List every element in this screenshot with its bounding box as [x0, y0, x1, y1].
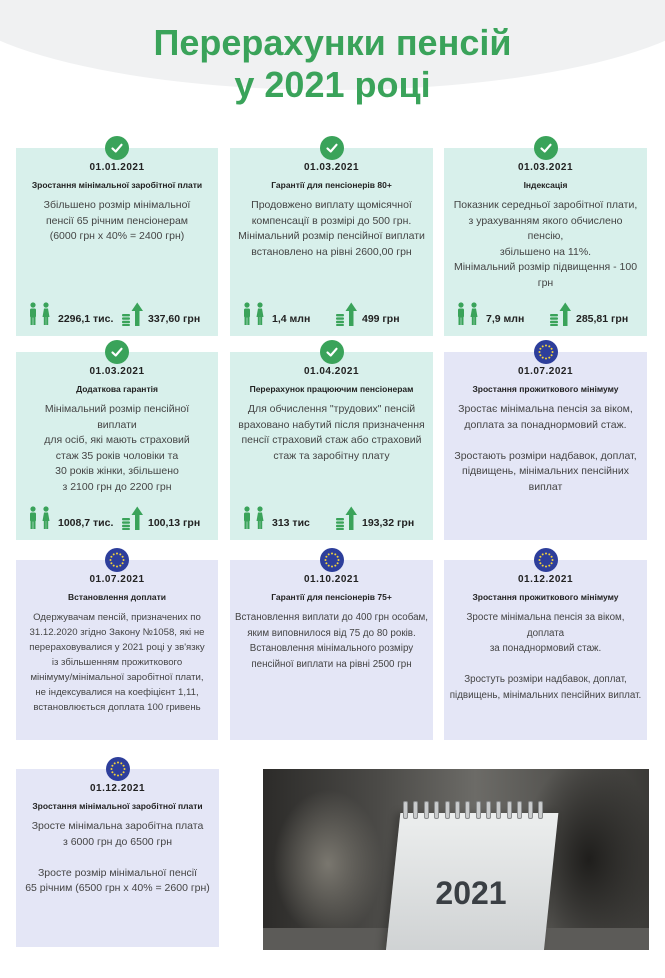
- check-icon: [105, 340, 129, 364]
- card-subsistence-minimum-dec: [444, 560, 647, 740]
- check-icon: [320, 136, 344, 160]
- card-minimum-wage-jan: [16, 148, 218, 336]
- recipients-count: 313 тис: [272, 517, 310, 529]
- check-icon: [105, 136, 129, 160]
- people-icon: [240, 302, 268, 326]
- calendar-photo: [263, 769, 649, 950]
- coins-arrow-icon: [336, 302, 358, 326]
- card-heading: Додаткова гарантія: [76, 384, 158, 394]
- card-date: 01.12.2021: [89, 783, 146, 794]
- card-date: 01.04.2021: [303, 366, 360, 377]
- card-body: Одержувачам пенсій, призначених по 31.12.2020 згідно Закону №1058, які не перераховувалися у 2021 році у зв'язку із збільшенням прожиткового мінімуму/мінімальної заробітної плати, не індексувалися на коефіцієнт 1,11, встановлюється доплата 100 гривень: [29, 612, 205, 713]
- people-icon: [26, 506, 54, 530]
- recipients-stat: [26, 302, 113, 326]
- card-body: Встановлення виплати до 400 грн особам, яким виповнилося від 75 до 80 років. Встановлення мінімального розміру пенсійної виплати на рівні 2500 грн: [234, 612, 429, 670]
- card-date: 01.07.2021: [89, 574, 145, 585]
- coins-arrow-icon: [122, 506, 144, 530]
- increase-stat: [550, 302, 628, 326]
- recipients-count: 1,4 млн: [272, 313, 311, 325]
- card-body: Зросте мінімальна заробітна плата з 6000 грн до 6500 грн Зросте розмір мінімальної пенсії 65 річним (6500 грн х 40% = 2600 грн): [25, 820, 210, 894]
- eu-flag-icon: [320, 548, 344, 572]
- eu-flag-icon: [106, 757, 130, 781]
- increase-stat: [122, 302, 200, 326]
- card-guarantees-80: [230, 148, 433, 336]
- card-body: Збільшено розмір мінімальної пенсії 65 річним пенсіонерам (6000 грн х 40% = 2400 грн): [43, 199, 191, 242]
- card-body: Показник середньої заробітної плати, з урахуванням якого обчислено пенсію, збільшено на 11%. Мінімальний розмір підвищення - 100 грн: [453, 199, 638, 289]
- card-heading: Індексація: [523, 180, 568, 190]
- recipients-count: 2296,1 тис.: [58, 313, 114, 325]
- page-title: [0, 22, 665, 106]
- card-guarantees-75: [230, 560, 433, 740]
- eu-flag-icon: [105, 548, 129, 572]
- card-date: 01.03.2021: [303, 162, 360, 173]
- card-date: 01.03.2021: [89, 366, 145, 377]
- increase-stat: [336, 302, 400, 326]
- card-stats: [454, 300, 637, 326]
- people-icon: [26, 302, 54, 326]
- card-date: 01.10.2021: [303, 574, 360, 585]
- coins-arrow-icon: [122, 302, 144, 326]
- card-date: 01.12.2021: [517, 574, 574, 585]
- card-stats: [26, 504, 208, 530]
- recipients-stat: [26, 506, 113, 530]
- calendar-year: 2021: [435, 875, 507, 911]
- card-stats: [240, 504, 423, 530]
- recipients-stat: [240, 302, 310, 326]
- card-subsistence-minimum-jul: [444, 352, 647, 540]
- card-heading: Зростання прожиткового мінімуму: [472, 592, 619, 602]
- card-heading: Перерахунок працюючим пенсіонерам: [249, 384, 414, 394]
- title-line-1: Перерахунки пенсій: [153, 22, 512, 63]
- card-heading: Зростання мінімальної заробітної плати: [31, 180, 203, 190]
- people-icon: [240, 506, 268, 530]
- card-working-pensioners: [230, 352, 433, 540]
- recipients-count: 1008,7 тис.: [58, 517, 114, 529]
- check-icon: [534, 136, 558, 160]
- recipients-count: 7,9 млн: [486, 313, 525, 325]
- card-additional-guarantee: [16, 352, 218, 540]
- card-stats: [240, 300, 423, 326]
- card-date: 01.03.2021: [517, 162, 574, 173]
- card-body: Зростає мінімальна пенсія за віком, доплата за понаднормовий стаж. Зростають розміри надбавок, доплат, підвищень, мінімальних пенсійних виплат: [454, 403, 637, 493]
- recipients-stat: [240, 506, 310, 530]
- increase-amount: 193,32 грн: [362, 517, 415, 529]
- increase-stat: [122, 506, 200, 530]
- increase-stat: [336, 506, 414, 530]
- card-heading: Зростання мінімальної заробітної плати: [32, 801, 203, 811]
- card-body: Для обчислення "трудових" пенсій враховано набутий після призначення пенсії страховий стаж або страховий стаж та заробітну плату: [238, 403, 425, 462]
- card-supplement-payment: [16, 560, 218, 740]
- card-stats: [26, 300, 208, 326]
- coins-arrow-icon: [550, 302, 572, 326]
- card-heading: Гарантії для пенсіонерів 80+: [271, 180, 392, 190]
- eu-flag-icon: [534, 548, 558, 572]
- card-indexation: [444, 148, 647, 336]
- calendar-rings: [403, 801, 543, 819]
- card-body: Продовжено виплату щомісячної компенсації в розмірі до 500 грн. Мінімальний розмір пенсійної виплати встановлено на рівні 2600,00 грн: [238, 199, 425, 258]
- card-heading: Зростання прожиткового мінімуму: [472, 384, 619, 394]
- card-heading: Гарантії для пенсіонерів 75+: [271, 592, 392, 602]
- people-icon: [454, 302, 482, 326]
- title-line-2: у 2021 році: [234, 64, 431, 105]
- recipients-stat: [454, 302, 524, 326]
- eu-flag-icon: [534, 340, 558, 364]
- increase-amount: 285,81 грн: [576, 313, 629, 325]
- card-date: 01.07.2021: [517, 366, 574, 377]
- coins-arrow-icon: [336, 506, 358, 530]
- check-icon: [320, 340, 344, 364]
- card-body: Зросте мінімальна пенсія за віком, доплата за понаднормовий стаж. Зростуть розміри надбавок, доплат, підвищень, мінімальних пенсійних виплат.: [449, 612, 642, 701]
- card-minimum-wage-dec: [16, 769, 219, 947]
- increase-amount: 499 грн: [362, 313, 400, 325]
- card-date: 01.01.2021: [89, 162, 145, 173]
- increase-amount: 100,13 грн: [148, 517, 201, 529]
- card-body: Мінімальний розмір пенсійної виплати для осіб, які мають страховий стаж 35 років чоловіки та 30 років жінки, збільшено з 2100 грн до 2200 грн: [44, 403, 190, 493]
- card-heading: Встановлення доплати: [67, 592, 167, 602]
- increase-amount: 337,60 грн: [148, 313, 201, 325]
